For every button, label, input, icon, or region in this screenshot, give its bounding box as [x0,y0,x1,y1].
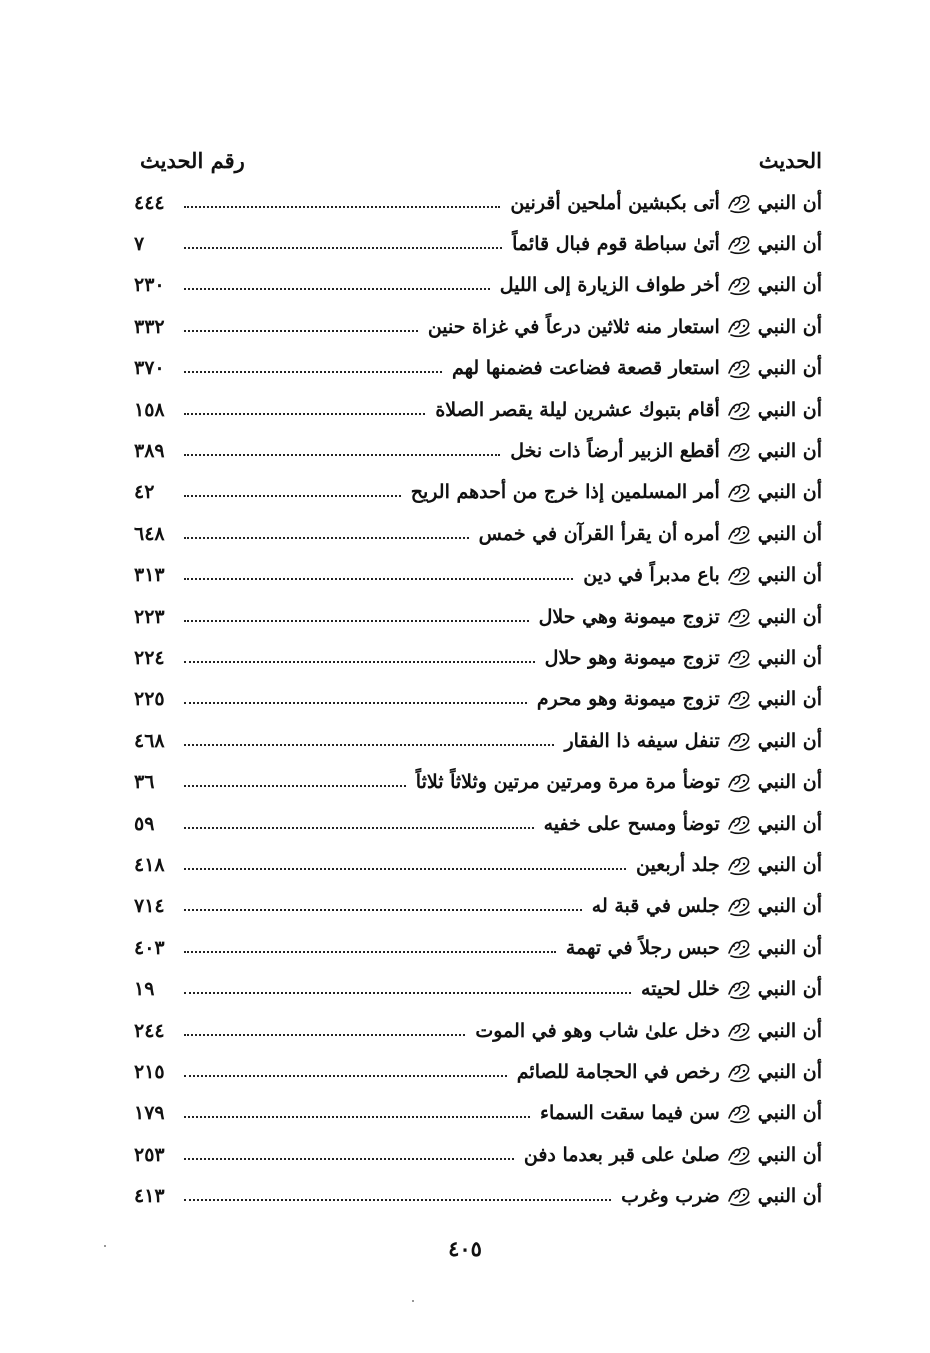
entry-prefix: أن النبي [757,564,822,587]
entry-hadith-number: ٢٤٤ [134,1019,165,1042]
entry-prefix: أن النبي [757,274,822,297]
hadith-number-column-header: رقم الحديث [140,147,245,173]
entry-prefix: أن النبي [757,771,822,794]
salutation-glyph-icon [726,895,752,917]
entry-hadith-text: أتى بكبشين أملحين أقرنين [510,191,720,214]
dot-leader [184,785,406,787]
entry-hadith-number: ٧١٤ [134,895,165,918]
index-entry [134,348,822,389]
index-entry [134,1010,822,1051]
entry-hadith-number: ٤٦٨ [134,729,165,752]
entry-hadith-text: أخر طواف الزيارة إلى الليل [499,274,720,297]
entry-hadith-text: خلل لحيته [641,978,720,1001]
hadith-index-list [134,182,822,1217]
dot-leader [184,827,534,829]
entry-prefix: أن النبي [757,481,822,504]
dot-leader [184,868,626,870]
entry-hadith-text: توضأ ومسح على خفيه [543,812,720,835]
salutation-glyph-icon [726,440,752,462]
index-entry [134,1134,822,1175]
index-entry [134,968,822,1009]
dot-leader [184,951,556,953]
entry-hadith-number: ٢٢٤ [134,646,165,669]
dot-leader [184,206,500,208]
index-entry [134,430,822,471]
column-headers [140,140,822,180]
entry-hadith-number: ٢٢٥ [134,688,165,711]
salutation-glyph-icon [726,1185,752,1207]
entry-prefix: أن النبي [757,1143,822,1166]
salutation-glyph-icon [726,1144,752,1166]
entry-prefix: أن النبي [757,646,822,669]
entry-hadith-number: ٤٠٣ [134,936,165,959]
dot-leader [184,1075,507,1077]
entry-hadith-number: ٢٢٣ [134,605,165,628]
entry-hadith-number: ٣٨٩ [134,440,165,463]
scan-speck [104,1245,106,1247]
entry-hadith-number: ١٥٨ [134,398,165,421]
entry-hadith-number: ١٩ [134,978,155,1001]
salutation-glyph-icon [726,937,752,959]
index-entry [134,223,822,264]
entry-hadith-number: ٢٣٠ [134,274,165,297]
dot-leader [184,661,535,663]
entry-hadith-number: ٣٧٠ [134,357,165,380]
entry-hadith-text: حبس رجلاً في تهمة [565,936,720,959]
salutation-glyph-icon [726,357,752,379]
index-entry [134,513,822,554]
salutation-glyph-icon [726,978,752,1000]
index-entry [134,182,822,223]
entry-prefix: أن النبي [757,315,822,338]
entry-prefix: أن النبي [757,978,822,1001]
dot-leader [184,909,582,911]
entry-hadith-text: أمر المسلمين إذا خرج من أحدهم الريح [410,481,720,504]
entry-hadith-number: ٣٣٢ [134,315,165,338]
index-entry [134,927,822,968]
salutation-glyph-icon [726,233,752,255]
index-entry [134,389,822,430]
dot-leader [184,288,490,290]
salutation-glyph-icon [726,481,752,503]
entry-hadith-number: ٣٦ [134,771,155,794]
salutation-glyph-icon [726,564,752,586]
entry-prefix: أن النبي [757,812,822,835]
dot-leader [184,1158,514,1160]
dot-leader [184,330,418,332]
salutation-glyph-icon [726,1102,752,1124]
entry-prefix: أن النبي [757,522,822,545]
entry-hadith-number: ١٧٩ [134,1102,165,1125]
entry-hadith-text: جلد أربعين [636,853,720,876]
entry-hadith-text: أقام بتبوك عشرين ليلة يقصر الصلاة [435,398,720,421]
salutation-glyph-icon [726,316,752,338]
entry-hadith-text: أتىٰ سباطة قوم فبال قائماً [512,233,720,256]
index-entry [134,886,822,927]
entry-prefix: أن النبي [757,605,822,628]
entry-prefix: أن النبي [757,853,822,876]
hadith-column-header: الحديث [758,147,822,173]
page-number: ٤٠٥ [448,1236,482,1261]
entry-hadith-number: ٤١٨ [134,853,165,876]
dot-leader [184,454,500,456]
entry-prefix: أن النبي [757,729,822,752]
index-entry [134,844,822,885]
salutation-glyph-icon [726,192,752,214]
entry-prefix: أن النبي [757,895,822,918]
salutation-glyph-icon [726,813,752,835]
salutation-glyph-icon [726,523,752,545]
entry-hadith-text: باع مدبراً في دين [583,564,720,587]
entry-prefix: أن النبي [757,357,822,380]
dot-leader [184,495,401,497]
dot-leader [184,537,469,539]
entry-hadith-text: دخل علىٰ شاب وهو في الموت [475,1019,720,1042]
index-entry [134,803,822,844]
entry-hadith-text: استعار منه ثلاثين درعاً في غزاة حنين [427,315,720,338]
entry-prefix: أن النبي [757,1060,822,1083]
entry-prefix: أن النبي [757,688,822,711]
dot-leader [184,1034,465,1036]
dot-leader [184,620,529,622]
entry-prefix: أن النبي [757,936,822,959]
dot-leader [184,371,442,373]
dot-leader [184,413,425,415]
entry-hadith-text: أقطع الزبير أرضاً ذات نخل [510,440,720,463]
dot-leader [184,578,573,580]
salutation-glyph-icon [726,399,752,421]
entry-prefix: أن النبي [757,1185,822,1208]
entry-hadith-number: ٢٥٣ [134,1143,165,1166]
entry-hadith-text: تزوج ميمونة وهو حلال [544,646,720,669]
index-entry [134,472,822,513]
entry-hadith-text: رخص في الحجامة للصائم [516,1060,720,1083]
entry-prefix: أن النبي [757,233,822,256]
salutation-glyph-icon [726,688,752,710]
entry-hadith-text: أمره أن يقرأ القرآن في خمس [478,522,720,545]
index-entry [134,637,822,678]
entry-hadith-text: صلىٰ على قبر بعدما دفن [523,1143,720,1166]
entry-hadith-number: ٢١٥ [134,1060,165,1083]
index-entry [134,1051,822,1092]
salutation-glyph-icon [726,1061,752,1083]
dot-leader [184,702,527,704]
entry-prefix: أن النبي [757,398,822,421]
entry-prefix: أن النبي [757,1102,822,1125]
entry-hadith-text: سن فيما سقت السماء [540,1102,720,1125]
index-entry [134,679,822,720]
entry-hadith-text: تنفل سيفه ذا الفقار [564,729,720,752]
entry-hadith-number: ٤٤٤ [134,191,165,214]
entry-hadith-text: تزوج ميمونة وهو محرم [536,688,720,711]
entry-prefix: أن النبي [757,1019,822,1042]
entry-hadith-text: تزوج ميمونة وهي حلال [538,605,720,628]
dot-leader [184,992,631,994]
index-entry [134,265,822,306]
entry-prefix: أن النبي [757,440,822,463]
entry-hadith-text: جلس في قبة له [591,895,720,918]
entry-hadith-number: ٣١٣ [134,564,165,587]
entry-hadith-text: توضأ مرة مرة ومرتين مرتين وثلاثاً ثلاثاً [415,771,720,794]
dot-leader [184,1199,611,1201]
salutation-glyph-icon [726,647,752,669]
index-entry [134,555,822,596]
salutation-glyph-icon [726,771,752,793]
index-entry [134,306,822,347]
salutation-glyph-icon [726,274,752,296]
index-entry [134,1093,822,1134]
dot-leader [184,1116,530,1118]
entry-hadith-text: ضرب وغرب [621,1185,720,1208]
entry-hadith-number: ٦٤٨ [134,522,165,545]
entry-hadith-number: ٧ [134,233,145,256]
entry-prefix: أن النبي [757,191,822,214]
index-entry [134,1175,822,1216]
index-entry [134,596,822,637]
index-entry [134,761,822,802]
dot-leader [184,247,502,249]
entry-hadith-number: ٥٩ [134,812,155,835]
entry-hadith-number: ٤٢ [134,481,155,504]
entry-hadith-number: ٤١٣ [134,1185,165,1208]
salutation-glyph-icon [726,606,752,628]
salutation-glyph-icon [726,730,752,752]
entry-hadith-text: استعار قصعة فضاعت فضمنها لهم [451,357,720,380]
salutation-glyph-icon [726,1020,752,1042]
scan-speck [412,1300,414,1302]
salutation-glyph-icon [726,854,752,876]
index-entry [134,720,822,761]
dot-leader [184,744,554,746]
